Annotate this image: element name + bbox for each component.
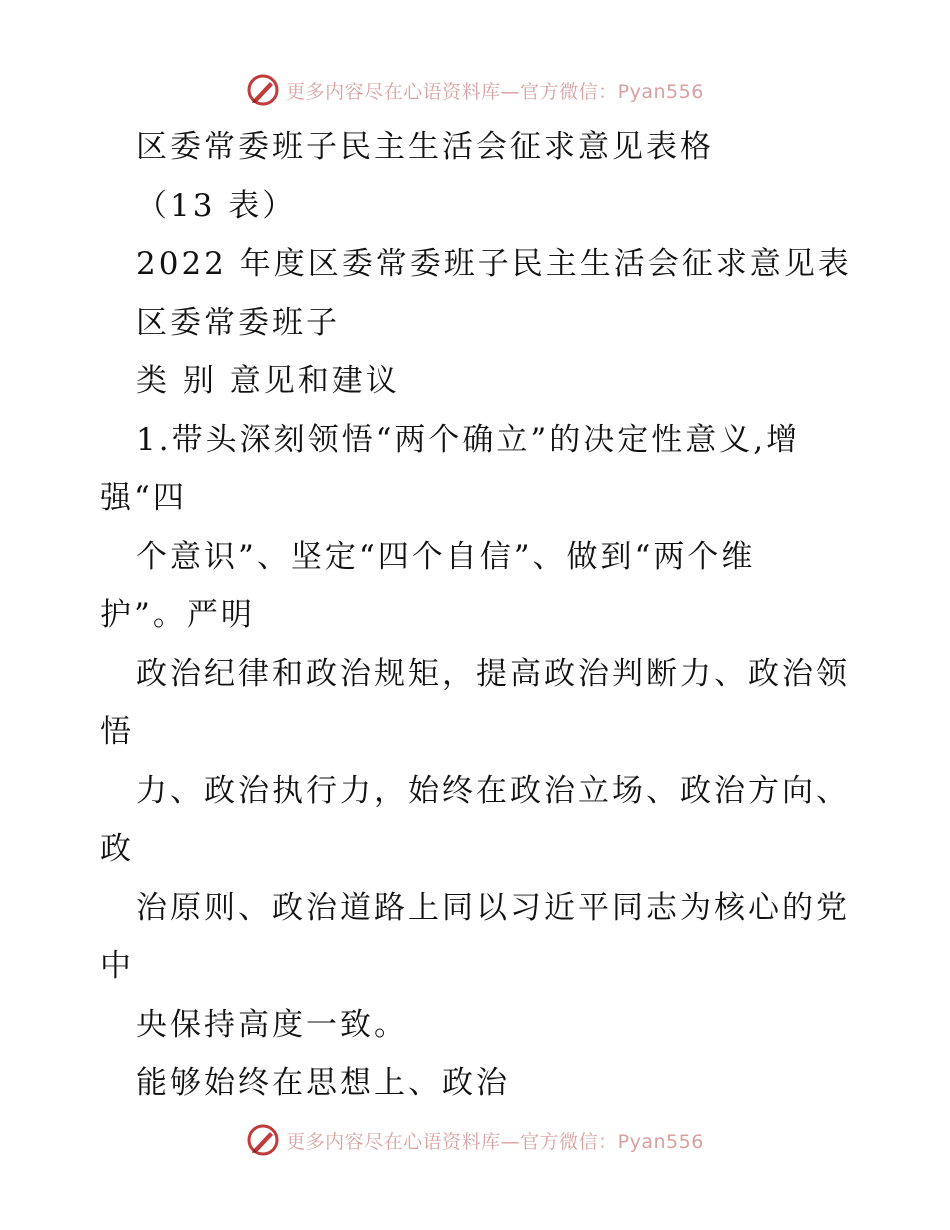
text-line: 政治纪律和政治规矩，提高政治判断力、政治领 [136, 655, 850, 692]
footer-watermark [0, 1120, 950, 1160]
text-line: 2022 年度区委常委班子民主生活会征求意见表 [136, 246, 852, 282]
text-line: 个意识”、坚定“四个自信”、做到“两个维 [136, 538, 756, 575]
text-line: 区委常委班子民主生活会征求意见表格 [136, 129, 714, 165]
watermark-text: 更多内容尽在心语资料库—官方微信：Pyan556 [286, 1130, 704, 1153]
text-line: 中 [100, 948, 134, 984]
text-line: 能够始终在思想上、政治 [136, 1065, 510, 1101]
document-body [100, 118, 860, 1113]
text-line: 护”。严明 [100, 597, 255, 633]
text-line: 政 [100, 831, 134, 867]
watermark-text: 更多内容尽在心语资料库—官方微信：Pyan556 [286, 80, 704, 103]
text-line: 强“四 [100, 480, 187, 516]
pen-circle-logo-icon [246, 1123, 280, 1157]
header-watermark [0, 70, 950, 110]
pen-circle-logo-icon [246, 73, 280, 107]
text-line: 类 别 意见和建议 [136, 363, 400, 399]
text-line: 悟 [100, 714, 134, 750]
text-line: 区委常委班子 [136, 304, 340, 341]
text-line: 治原则、政治道路上同以习近平同志为核心的党 [136, 889, 850, 926]
text-line: 央保持高度一致。 [136, 1006, 408, 1043]
text-line: （13 表） [136, 187, 297, 224]
text-line: 力、政治执行力，始终在政治立场、政治方向、 [136, 772, 850, 809]
text-line: 1.带头深刻领悟“两个确立”的决定性意义,增 [136, 421, 801, 458]
